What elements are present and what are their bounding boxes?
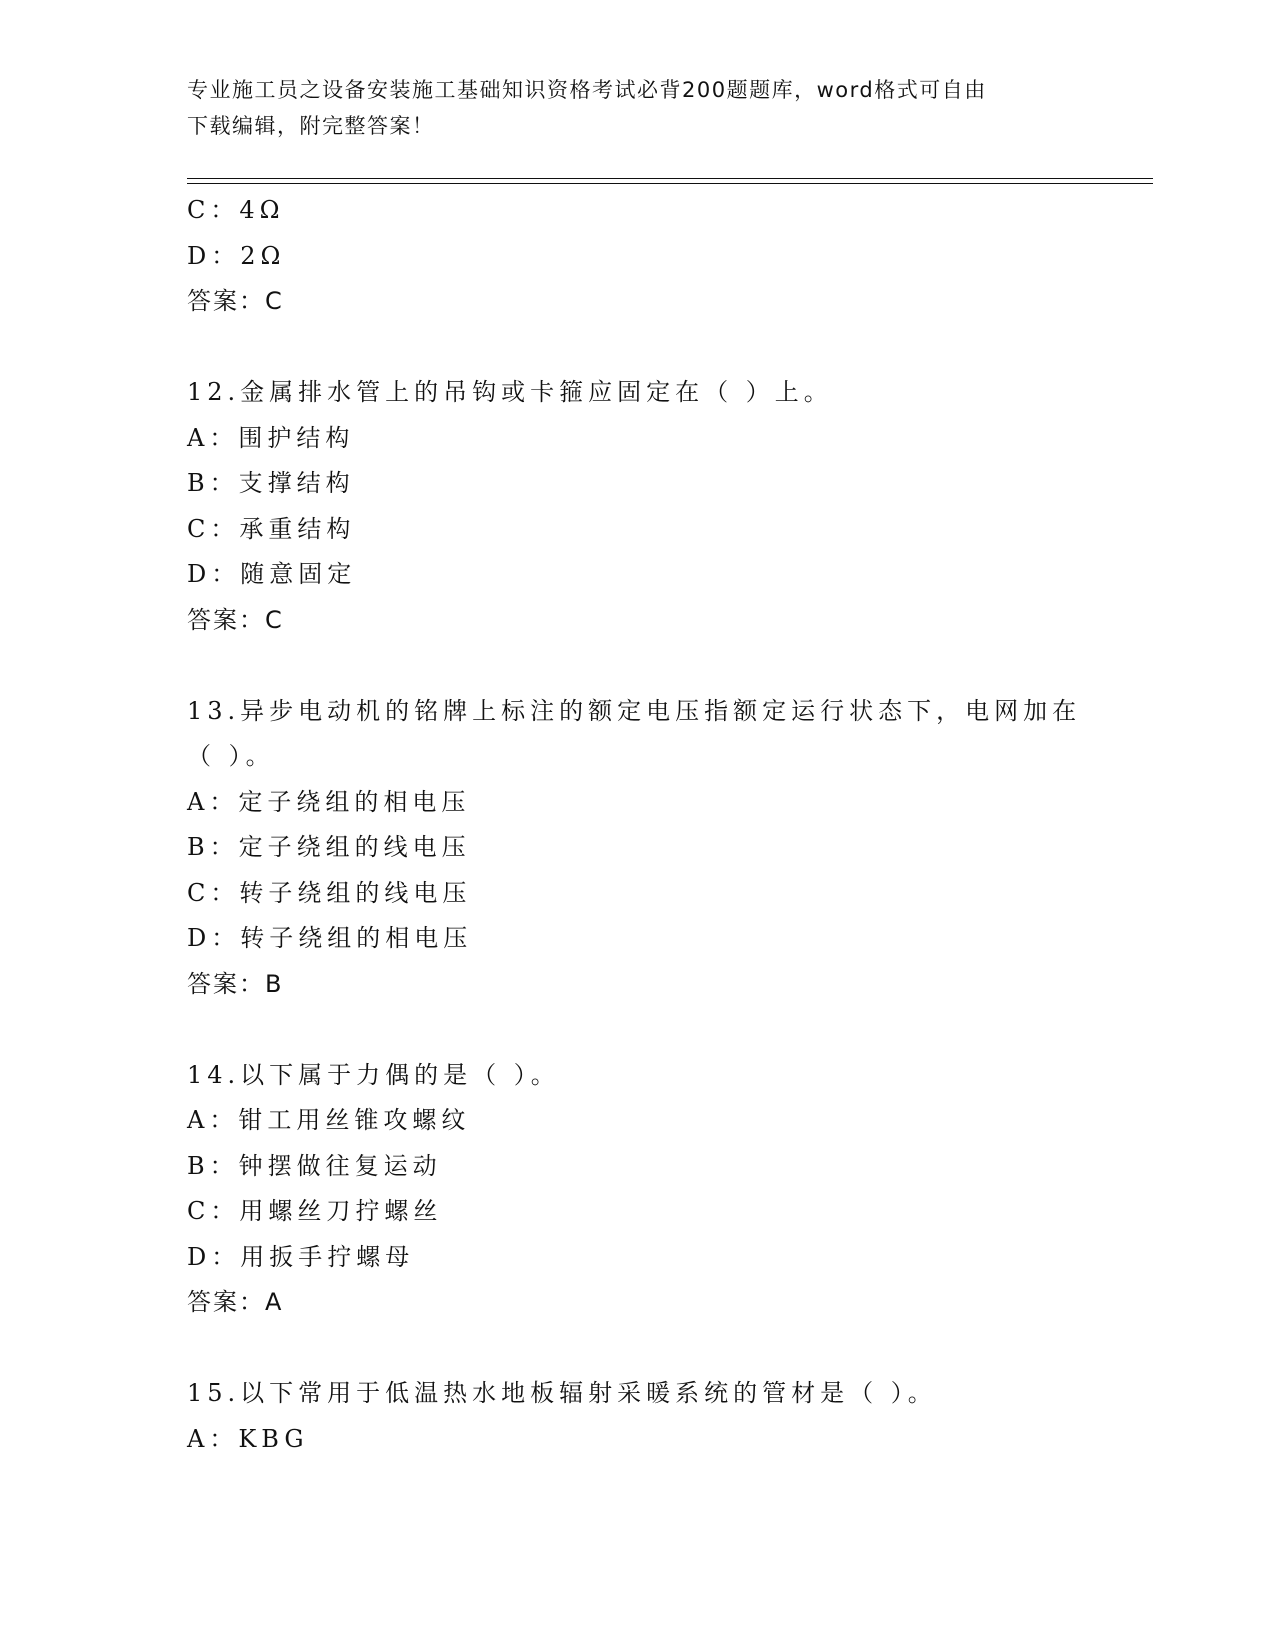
header-divider-top (187, 178, 1153, 179)
option-c: C：转子绕组的线电压 (187, 878, 472, 907)
option-a: A：钳工用丝锥攻螺纹 (187, 1106, 471, 1134)
answer-line: 答案：A (187, 1288, 284, 1316)
question-spacer (187, 1326, 1147, 1372)
option-b: B：支撑结构 (187, 469, 355, 497)
option-d: D：2Ω (187, 241, 286, 270)
question-text: 14.以下属于力偶的是（ ）。 (187, 1060, 560, 1089)
header-title-line-2: 下载编辑，附完整答案！ (187, 114, 435, 138)
header-divider-bottom (187, 183, 1153, 184)
question-text-continued: （ ）。 (187, 742, 275, 770)
question-block-13 (187, 689, 1147, 1008)
option-b: B：定子绕组的线电压 (187, 833, 471, 861)
question-block-previous (187, 188, 1147, 325)
question-spacer (187, 643, 1147, 689)
option-d: D：随意固定 (187, 560, 357, 588)
question-text: 13.异步电动机的铭牌上标注的额定电压指额定运行状态下，电网加在 (187, 696, 1082, 725)
option-b: B：钟摆做往复运动 (187, 1151, 442, 1180)
option-a: A：围护结构 (187, 423, 355, 452)
question-spacer (187, 1007, 1147, 1053)
question-text: 12.金属排水管上的吊钩或卡箍应固定在（ ）上。 (187, 378, 833, 406)
question-block-12 (187, 370, 1147, 643)
question-block-14 (187, 1053, 1147, 1326)
answer-line: 答案：B (187, 969, 284, 998)
answer-line: 答案：C (187, 605, 284, 634)
answer-line: 答案：C (187, 287, 284, 315)
question-list (187, 188, 1147, 1462)
option-c: C：用螺丝刀拧螺丝 (187, 1197, 443, 1225)
option-d: D：用扳手拧螺母 (187, 1242, 415, 1271)
document-header (187, 72, 1087, 144)
question-text: 15.以下常用于低温热水地板辐射采暖系统的管材是（ ）。 (187, 1379, 937, 1407)
question-block-15 (187, 1371, 1147, 1462)
option-a: A：KBG (187, 1424, 309, 1453)
option-c: C：承重结构 (187, 514, 356, 543)
option-d: D：转子绕组的相电压 (187, 924, 473, 952)
option-a: A：定子绕组的相电压 (187, 787, 471, 816)
header-title-line-1: 专业施工员之设备安装施工基础知识资格考试必背200题题库，word格式可自由 (187, 78, 987, 102)
option-c: C：4Ω (187, 196, 285, 224)
question-spacer (187, 325, 1147, 371)
